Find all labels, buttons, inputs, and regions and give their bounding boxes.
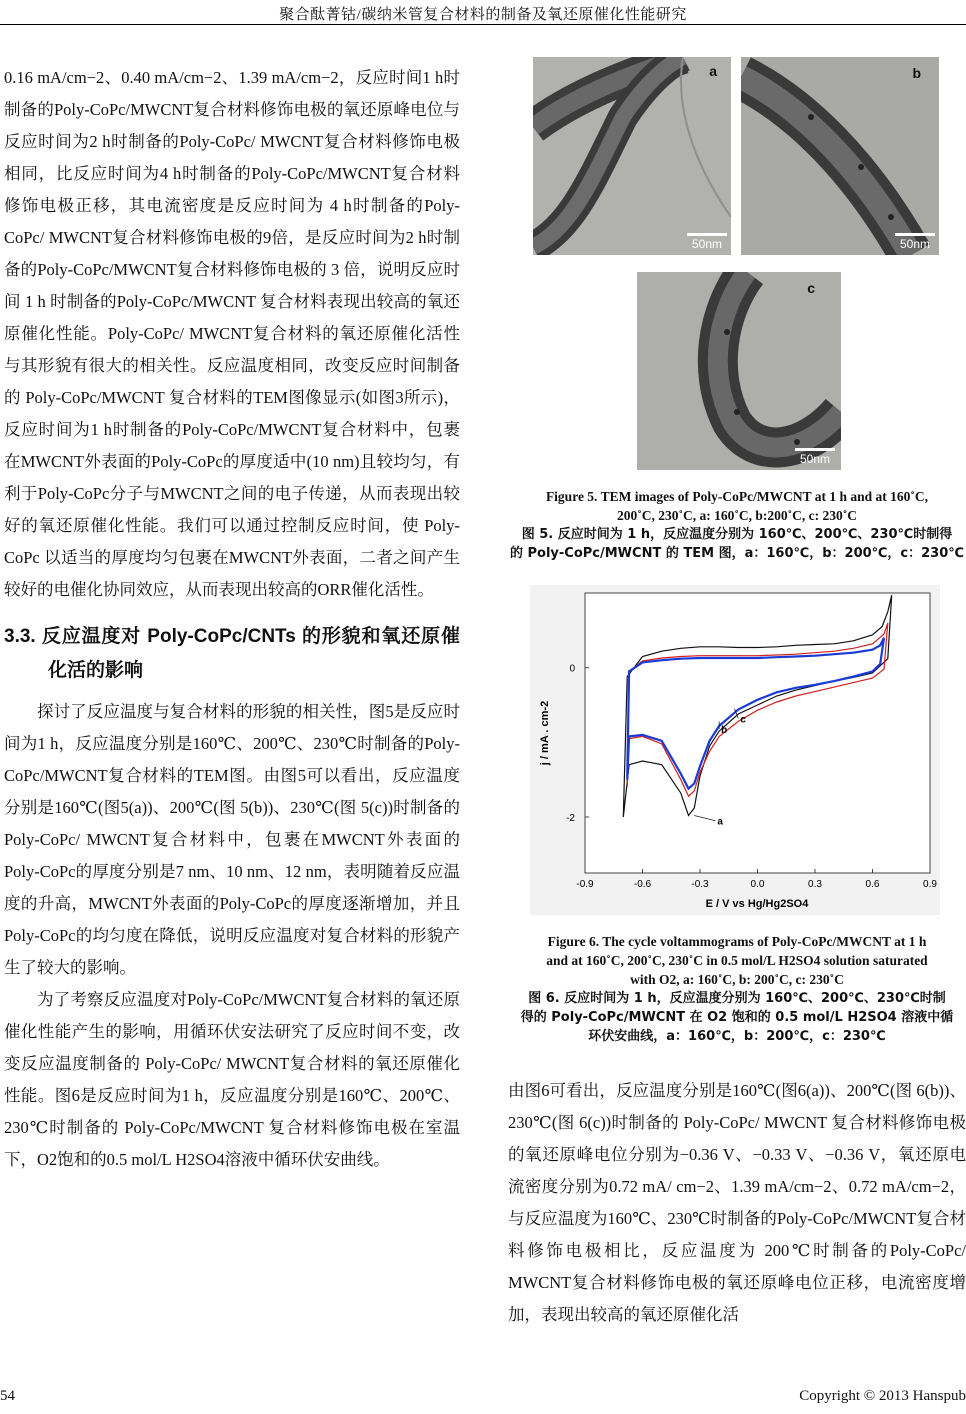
header-rule xyxy=(0,24,966,25)
x-tick-label: -0.3 xyxy=(691,879,709,890)
tem-image-c xyxy=(637,272,841,470)
x-tick-label: -0.6 xyxy=(633,879,652,890)
annotation-label-c: c xyxy=(740,714,746,726)
x-tick-label: 0.0 xyxy=(750,879,765,890)
annotation-label-a: a xyxy=(717,816,723,828)
x-axis-label: E / V vs Hg/Hg2SO4 xyxy=(705,898,809,910)
running-title: 聚合酞菁钴/碳纳米管复合材料的制备及氧还原催化性能研究 xyxy=(279,7,687,23)
tem-panel-c-label: c xyxy=(807,280,815,296)
x-tick-label: 0.9 xyxy=(923,879,937,890)
tem-panel-b-label: b xyxy=(912,65,921,81)
y-tick-label: -2 xyxy=(566,813,575,824)
figure6-chart xyxy=(530,585,940,915)
copyright: Copyright © 2013 Hanspub xyxy=(799,1388,966,1404)
x-tick-label: 0.3 xyxy=(808,879,822,890)
figure5-caption xyxy=(508,487,966,563)
figure6-caption-cn-1: 图 6. 反应时间为 1 h，反应温度分别为 160℃、200℃、230℃时制 xyxy=(528,991,946,1006)
tem-image-b xyxy=(741,57,939,255)
body-paragraph-2: 探讨了反应温度与复合材料的形貌的相关性，图5是反应时间为1 h，反应温度分别是160℃、200℃、230℃时制备的Poly-CoPc/MWCNT复合材料的TEM图。由图5可以看出，反应温度分别是160℃(图5(a))、200℃(图 5(b))、230℃(图 5(c))时制备的 Poly-CoPc/ MWCNT复合材料中，包裹在MWCNT外表面的Poly-CoPc的厚度分别是7 nm、10 nm、12 nm，表明随着反应温度的升高，MWCNT外表面的Poly-CoPc的厚度逐渐增加，并且Poly-CoPc的均匀度在降低，说明反应温度对复合材料的形貌产生了较大的影响。 xyxy=(4,702,460,977)
scale-bar-b: 50nm xyxy=(895,233,935,251)
scale-bar-a: 50nm xyxy=(687,233,727,251)
figure6-caption-cn-3: 环伏安曲线，a：160℃，b：200℃，c：230℃ xyxy=(588,1029,886,1044)
figure5-caption-en-2: 200˚C, 230˚C, a: 160˚C, b:200˚C, c: 230˚C xyxy=(617,508,857,523)
left-column xyxy=(4,62,460,1176)
body-paragraph-1: 0.16 mA/cm−2、0.40 mA/cm−2、1.39 mA/cm−2，反应时间1 h时制备的Poly-CoPc/MWCNT复合材料修饰电极的氧还原峰电位与反应时间为2 h时制备的Poly-CoPc/ MWCNT复合材料修饰电极相同，比反应时间为4 h时制备的Poly-CoPc/MWCNT复合材料修饰电极正移，其电流密度是反应时间为 4 h时制备的Poly-CoPc/ MWCNT复合材料修饰电极的9倍，是反应时间为2 h时制备的Poly-CoPc/MWCNT复合材料修饰电极的 3 倍，说明反应时间 1 h 时制备的Poly-CoPc/MWCNT 复合材料表现出较高的氧还原催化性能。Poly-CoPc/ MWCNT复合材料的氧还原催化活性与其形貌有很大的相关性。反应温度相同，改变反应时间制备的 Poly-CoPc/MWCNT 复合材料的TEM图像显示(如图3所示)，反应时间为1 h时制备的Poly-CoPc/MWCNT复合材料中，包裹在MWCNT外表面的Poly-CoPc的厚度适中(10 nm)且较均匀，有利于Poly-CoPc分子与MWCNT之间的电子传递，从而表现出较好的氧还原催化性能。我们可以通过控制反应时间，使 Poly-CoPc 以适当的厚度均匀包裹在MWCNT外表面，二者之间产生较好的电催化协同效应，从而表现出较高的ORR催化活性。 xyxy=(4,68,460,599)
y-tick-label: 0 xyxy=(569,663,575,675)
body-paragraph-4: 由图6可看出，反应温度分别是160℃(图6(a))、200℃(图 6(b))、230℃(图 6(c))时制备的 Poly-CoPc/ MWCNT 复合材料修饰电极的氧还原峰电位分别为−0.36 V、−0.33 V、−0.36 V，氧还原电流密度分别为0.72 mA/ cm−2、1.39 mA/cm−2、0.72 mA/cm−2，与反应温度为160℃、230℃时制备的Poly-CoPc/MWCNT复合材料修饰电极相比，反应温度为 200℃时制备的Poly-CoPc/ MWCNT复合材料修饰电极的氧还原峰电位正移，电流密度增加，表现出较高的氧还原催化活 xyxy=(508,1081,966,1324)
right-column xyxy=(508,1075,966,1331)
cv-chart-svg xyxy=(530,585,940,915)
figure6-caption xyxy=(508,932,966,1046)
section-heading: 3.3. 反应温度对 Poly-CoPc/CNTs 的形貌和氧还原催化活的影响 xyxy=(4,626,460,681)
y-axis-label: j / mA . cm-2 xyxy=(539,700,551,766)
figure5-caption-cn-2: 的 Poly-CoPc/MWCNT 的 TEM 图，a：160℃，b：200℃，c：230℃ xyxy=(509,546,964,561)
figure5-caption-en-1: Figure 5. TEM images of Poly-CoPc/MWCNT at 1 h and at 160˚C, xyxy=(545,489,929,504)
figure6-caption-en-2: and at 160˚C, 200˚C, 230˚C in 0.5 mol/L H2SO4 solution saturated xyxy=(546,953,928,968)
figure6-caption-en-3: with O2, a: 160˚C, b: 200˚C, c: 230˚C xyxy=(630,972,844,987)
scale-bar-c: 50nm xyxy=(795,448,835,466)
tem-image-a xyxy=(533,57,731,255)
figure5-caption-cn-1: 图 5. 反应时间为 1 h，反应温度分别为 160℃、200℃、230℃时制得 xyxy=(521,527,953,542)
x-tick-label: 0.6 xyxy=(865,879,880,890)
annotation-label-b: b xyxy=(721,724,728,736)
figure6-caption-cn-2: 得的 Poly-CoPc/MWCNT 在 O2 饱和的 0.5 mol/L H2SO4 溶液中循 xyxy=(520,1010,954,1025)
page-number: 54 xyxy=(0,1388,15,1404)
x-tick-label: -0.9 xyxy=(576,879,594,890)
figure6-caption-en-1: Figure 6. The cycle voltammograms of Poly-CoPc/MWCNT at 1 h xyxy=(547,934,927,949)
body-paragraph-3: 为了考察反应温度对Poly-CoPc/MWCNT复合材料的氧还原催化性能产生的影响，用循环伏安法研究了反应时间不变，改变反应温度制备的 Poly-CoPc/ MWCNT复合材料的氧还原催化性能。图6是反应时间为1 h，反应温度分别是160℃、200℃、230℃时制备的 Poly-CoPc/MWCNT 复合材料修饰电极在室温下，O2饱和的0.5 mol/L H2SO4溶液中循环伏安曲线。 xyxy=(4,990,460,1169)
tem-panel-a-label: a xyxy=(709,63,717,79)
plot-area xyxy=(585,593,930,873)
